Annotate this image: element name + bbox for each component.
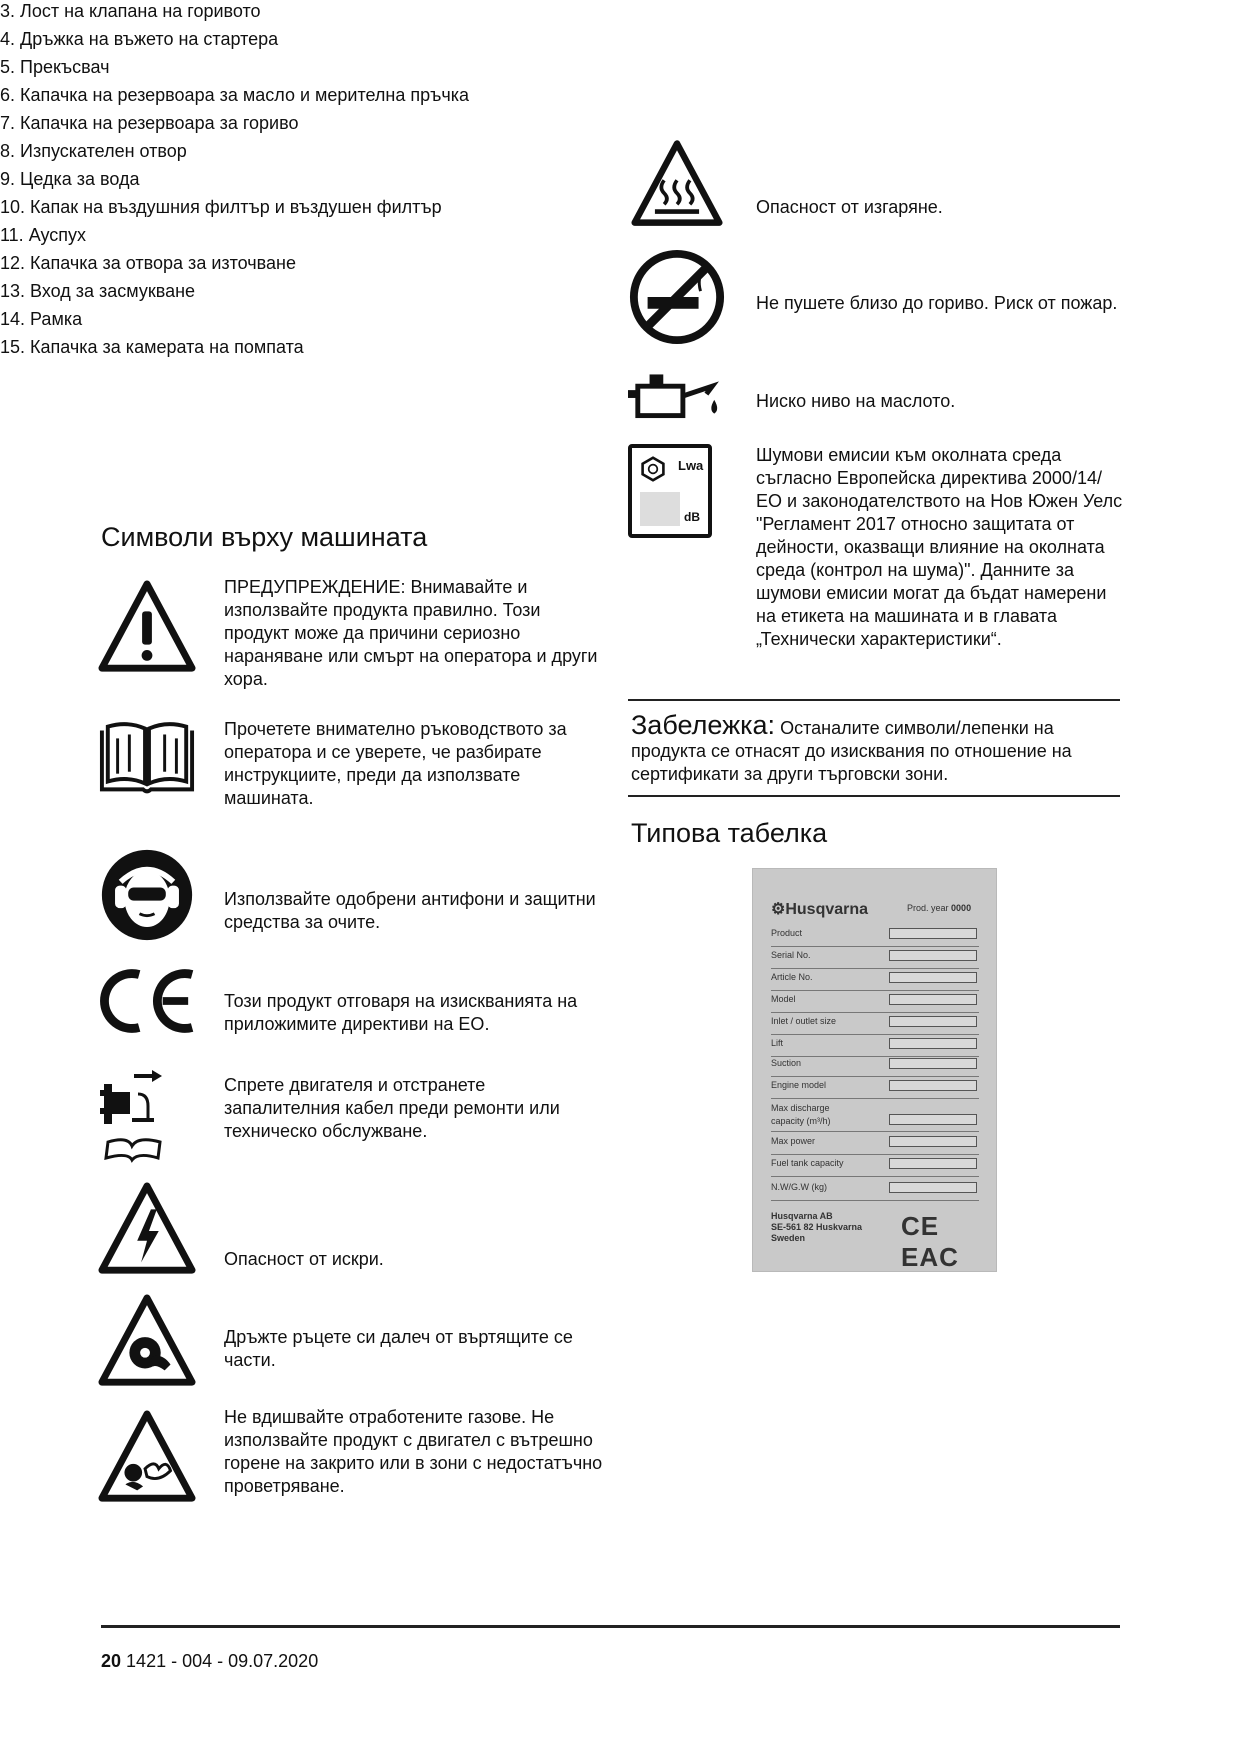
list-item: 11. Ауспух <box>0 225 87 245</box>
hexagon-icon <box>640 456 666 482</box>
divider <box>628 795 1120 797</box>
brand-logo: ⚙Husqvarna <box>771 901 869 918</box>
list-item: 9. Цедка за вода <box>0 169 140 189</box>
ce-mark-icon <box>98 966 196 1036</box>
noise-emission-icon <box>628 444 712 538</box>
plate-row: Fuel tank capacity <box>771 1155 979 1177</box>
symbol-text: Не пушете близо до гориво. Риск от пожар. <box>756 293 1118 313</box>
hot-surface-icon <box>628 138 726 230</box>
divider <box>628 699 1120 701</box>
manufacturer-address: Husqvarna AB SE-561 82 Huskvarna Sweden <box>771 1211 863 1243</box>
page-number: 20 <box>101 1651 122 1671</box>
list-item: 3. Лост на клапана на горивото <box>0 1 261 21</box>
oil-level-icon <box>628 366 726 426</box>
symbol-text: Този продукт отговаря на изискванията на приложимите директиви на ЕО. <box>224 991 578 1034</box>
symbol-text: Дръжте ръцете си далеч от въртящите се части. <box>224 1327 573 1370</box>
plate-row: Suction <box>771 1055 979 1077</box>
plate-row: N.W/G.W (kg) <box>771 1179 979 1201</box>
symbol-text: Опасност от искри. <box>224 1249 384 1269</box>
noise-value-box <box>640 492 680 526</box>
symbol-text: Спрете двигателя и отстранете запалителния кабел преди ремонти или техническо обслужване. <box>224 1075 560 1141</box>
symbol-text: Шумови емисии към околната среда съгласно Европейска директива 2000/14/ЕО и законодателството на Нов Южен Уелс "Регламент 2017 относно защитата от дейности, оказващи влияние на околната среда (контрол на шума)". Данните за шумови емисии могат да бъдат намерени на етикета на машината и в главата „Технически характеристики“. <box>756 445 1123 649</box>
symbol-text: Използвайте одобрени антифони и защитни средства за очите. <box>224 889 596 932</box>
plate-row: Inlet / outlet size <box>771 1013 979 1035</box>
parts-list <box>0 0 500 358</box>
lwa-label: Lwa <box>678 458 704 473</box>
list-item: 13. Вход за засмукване <box>0 281 196 301</box>
symbol-row <box>98 1064 608 1164</box>
doc-id: 1421 - 004 - 09.07.2020 <box>126 1651 319 1671</box>
symbol-row <box>98 718 608 818</box>
manual-book-icon <box>98 718 196 798</box>
note-title: Забележка: <box>631 710 776 740</box>
type-plate-heading: Типова табелка <box>631 818 828 848</box>
symbol-row <box>98 576 608 689</box>
symbol-row <box>98 962 608 1042</box>
no-smoking-icon <box>628 248 726 346</box>
plate-row: Model <box>771 991 979 1013</box>
list-item: 4. Дръжка на въжето на стартера <box>0 29 279 49</box>
list-item: 15. Капачка за камерата на помпата <box>0 337 304 357</box>
note-block <box>631 710 1131 786</box>
symbol-text: Ниско ниво на маслото. <box>756 391 956 411</box>
list-item: 8. Изпускателен отвор <box>0 141 187 161</box>
footer <box>101 1651 318 1672</box>
plate-row: Article No. <box>771 969 979 991</box>
exhaust-gas-icon <box>98 1408 196 1506</box>
husqvarna-logo-icon: ⚙ <box>771 901 786 918</box>
list-item: 10. Капак на въздушния филтър и въздушен филтър <box>0 197 442 217</box>
symbol-row <box>98 848 608 948</box>
plate-row: Engine model <box>771 1077 979 1099</box>
list-item: 12. Капачка за отвора за източване <box>0 253 296 273</box>
symbol-row <box>98 1406 608 1526</box>
symbols-heading: Символи върху машината <box>101 522 428 552</box>
symbol-row <box>98 1292 608 1392</box>
warning-triangle-icon <box>98 578 196 676</box>
plate-row: Max power <box>771 1133 979 1155</box>
plate-row: Product <box>771 925 979 947</box>
plate-row: Max discharge capacity (m³/h) <box>771 1099 979 1132</box>
electric-spark-icon <box>98 1180 196 1278</box>
db-label: dB <box>684 510 700 524</box>
rotating-parts-icon <box>98 1292 196 1390</box>
list-item: 7. Капачка на резервоара за гориво <box>0 113 299 133</box>
stop-engine-icon <box>98 1064 168 1164</box>
prod-year: Prod. year 0000 <box>907 903 972 913</box>
type-plate <box>752 868 997 1272</box>
symbol-text: Не вдишвайте отработените газове. Не използвайте продукт с двигател с вътрешно горене на закрито или в зони с недостатъчно проветряване. <box>224 1407 603 1496</box>
list-item: 14. Рамка <box>0 309 83 329</box>
symbol-text: Прочетете внимателно ръководството за оператора и се уверете, че разбирате инструкциите, преди да използвате машината. <box>224 719 567 808</box>
symbol-row <box>98 1180 608 1280</box>
symbol-text: ПРЕДУПРЕЖДЕНИЕ: Внимавайте и използвайте продукта правилно. Този продукт може да причини сериозно нараняване или смърт на оператора и други хора. <box>224 577 598 689</box>
ear-eye-protection-icon <box>98 848 196 942</box>
certification-marks: CE EAC <box>901 1211 959 1272</box>
plate-row: Lift <box>771 1035 979 1057</box>
symbol-text: Опасност от изгаряне. <box>756 197 943 217</box>
list-item: 5. Прекъсвач <box>0 57 110 77</box>
footer-divider <box>101 1625 1120 1628</box>
list-item: 6. Капачка на резервоара за масло и мерителна пръчка <box>0 85 470 105</box>
note-text: Останалите символи/лепенки на продукта се отнасят до изисквания по отношение на сертификати за други търговски зони. <box>631 718 1072 784</box>
plate-row: Serial No. <box>771 947 979 969</box>
